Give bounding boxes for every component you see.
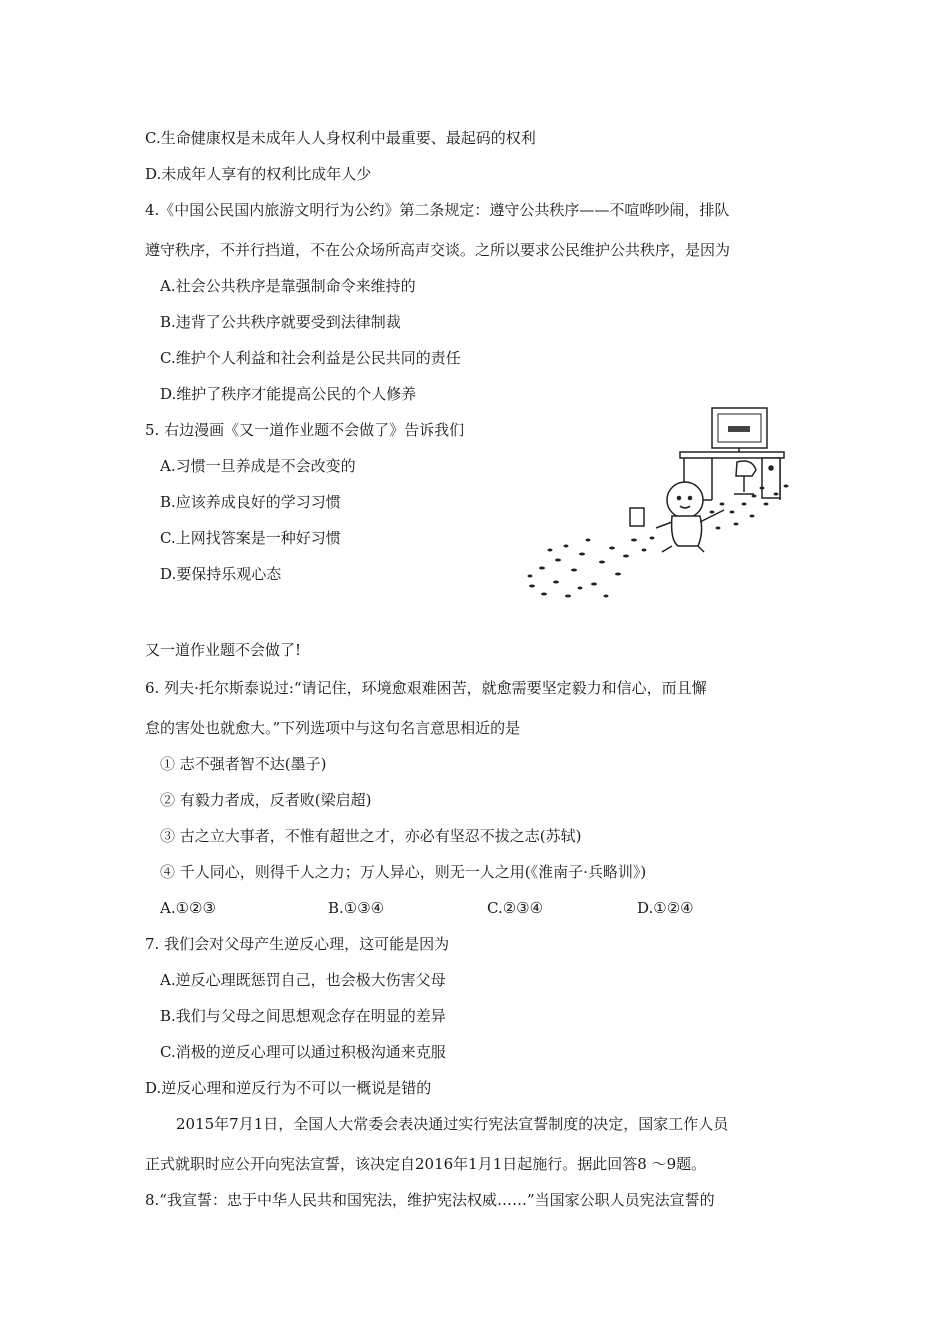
q4-stem-line2: 遵守秩序，不并行挡道，不在公众场所高声交谈。之所以要求公民维护公共秩序，是因为 bbox=[145, 241, 731, 259]
q3-option-d: D.未成年人享有的权利比成年人少 bbox=[145, 165, 372, 183]
q5-option-b: B.应该养成良好的学习习惯 bbox=[160, 493, 341, 511]
q7-option-d: D.逆反心理和逆反行为不可以一概说是错的 bbox=[145, 1079, 432, 1097]
q6-stem-line2: 怠的害处也就愈大。”下列选项中与这句名言意思相近的是 bbox=[145, 719, 521, 737]
q3-option-c: C.生命健康权是未成年人人身权利中最重要、最起码的权利 bbox=[145, 129, 536, 147]
q6-option-d: D.①②④ bbox=[637, 899, 694, 917]
q4-stem-line1: 4.《中国公民国内旅游文明行为公约》第二条规定：遵守公共秩序——不喧哗吵闹，排队 bbox=[145, 201, 730, 219]
q6-item-1: ① 志不强者智不达(墨子) bbox=[160, 755, 327, 773]
q4-option-a: A.社会公共秩序是靠强制命令来维持的 bbox=[160, 277, 416, 295]
q5-option-c: C.上网找答案是一种好习惯 bbox=[160, 529, 341, 547]
q7-option-b: B.我们与父母之间思想观念存在明显的差异 bbox=[160, 1007, 446, 1025]
material-line2: 正式就职时应公开向宪法宣誓，该决定自2016年1月1日起施行。据此回答8 ～9题。 bbox=[145, 1155, 707, 1173]
q4-option-c: C.维护个人利益和社会利益是公民共同的责任 bbox=[160, 349, 461, 367]
q7-option-c: C.消极的逆反心理可以通过积极沟通来克服 bbox=[160, 1043, 446, 1061]
q6-stem-line1: 6. 列夫·托尔斯泰说过:“请记住，环境愈艰难困苦，就愈需要坚定毅力和信心，而且懈 bbox=[145, 679, 707, 697]
q6-item-3: ③ 古之立大事者，不惟有超世之才，亦必有坚忍不拔之志(苏轼) bbox=[160, 827, 582, 845]
q4-option-b: B.违背了公共秩序就要受到法律制裁 bbox=[160, 313, 401, 331]
q6-item-4: ④ 千人同心，则得千人之力；万人异心，则无一人之用(《淮南子·兵略训》) bbox=[160, 863, 647, 881]
q5-stem: 5. 右边漫画《又一道作业题不会做了》告诉我们 bbox=[145, 421, 465, 439]
q5-cartoon-caption: 又一道作业题不会做了! bbox=[145, 641, 302, 659]
q6-option-b: B.①③④ bbox=[328, 899, 385, 917]
q5-option-a: A.习惯一旦养成是不会改变的 bbox=[160, 457, 356, 475]
q6-item-2: ② 有毅力者成，反者败(梁启超) bbox=[160, 791, 372, 809]
cartoon-computer-child-icon bbox=[522, 400, 797, 605]
material-line1: 2015年7月1日，全国人大常委会表决通过实行宪法宣誓制度的决定，国家工作人员 bbox=[176, 1115, 729, 1133]
q7-option-a: A.逆反心理既惩罚自己，也会极大伤害父母 bbox=[160, 971, 446, 989]
q6-option-a: A.①②③ bbox=[160, 899, 216, 917]
q6-option-c: C.②③④ bbox=[487, 899, 544, 917]
q4-option-d: D.维护了秩序才能提高公民的个人修养 bbox=[160, 385, 417, 403]
q7-stem: 7. 我们会对父母产生逆反心理，这可能是因为 bbox=[145, 935, 450, 953]
q8-stem: 8.“我宣誓：忠于中华人民共和国宪法，维护宪法权威……”当国家公职人员宪法宣誓的 bbox=[145, 1191, 715, 1209]
q5-option-d: D.要保持乐观心态 bbox=[160, 565, 282, 583]
